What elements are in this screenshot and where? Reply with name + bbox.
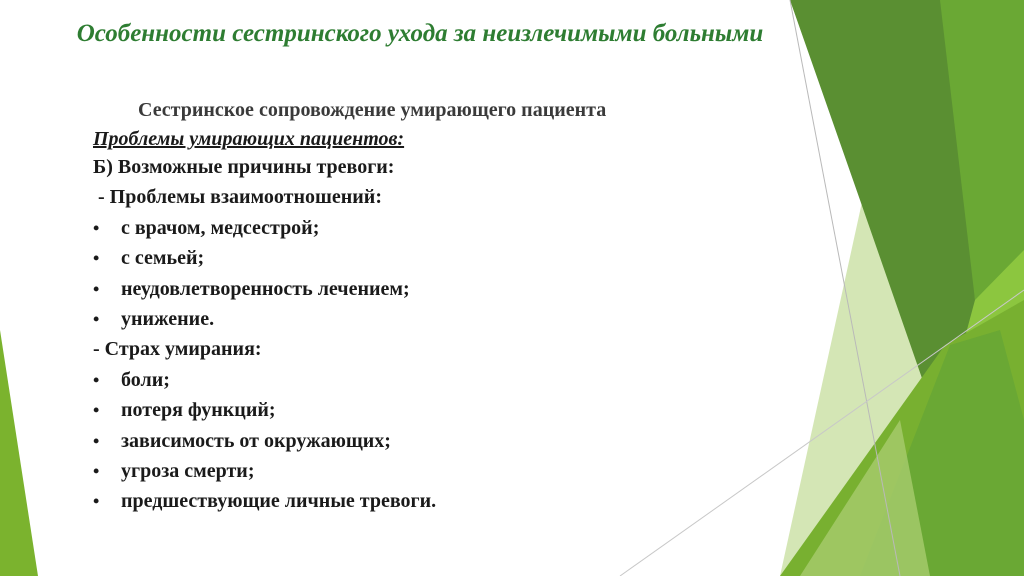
bullet-icon: • (93, 369, 100, 390)
bullet-icon: • (93, 430, 100, 451)
list-item-text: зависимость от окружающих; (121, 429, 391, 452)
problems-heading: Проблемы умирающих пациентов: (93, 128, 405, 150)
list-item-text: боли; (121, 368, 170, 391)
list-item-text: угроза смерти; (121, 459, 255, 482)
list-item (93, 365, 693, 395)
relationship-problems-label: - Проблемы взаимоотношений: (93, 186, 382, 209)
list-item-text: с врачом, медсестрой; (121, 216, 320, 239)
slide-title: Особенности сестринского ухода за неизлечимыми больными (76, 20, 764, 47)
list-item-text: с семьей; (121, 247, 205, 270)
list-item-text: неудовлетворенность лечением; (121, 277, 410, 300)
list-item (93, 456, 693, 486)
bullet-icon: • (93, 461, 100, 482)
bullet-icon: • (93, 217, 100, 238)
bullet-icon: • (93, 400, 100, 421)
list-item-text: унижение. (121, 307, 215, 330)
list-item-text: потеря функций; (121, 399, 276, 422)
content-body (93, 126, 693, 517)
list-item-text: предшествующие личные тревоги. (121, 490, 437, 513)
list-item (93, 304, 693, 334)
list-item (93, 426, 693, 456)
bullet-icon: • (93, 248, 100, 269)
bullet-icon: • (93, 278, 100, 299)
bullet-icon: • (93, 491, 100, 512)
list-item (93, 243, 693, 273)
list-item (93, 274, 693, 304)
list-item (93, 395, 693, 425)
list-item (93, 213, 693, 243)
slide-subtitle: Сестринское сопровождение умирающего пациента (138, 99, 607, 121)
bullet-icon: • (93, 309, 100, 330)
section-b-label: Б) Возможные причины тревоги: (93, 156, 395, 178)
list-item (93, 486, 693, 516)
left-accent-shape (0, 330, 38, 576)
fear-of-dying-label: - Страх умирания: (93, 338, 262, 361)
